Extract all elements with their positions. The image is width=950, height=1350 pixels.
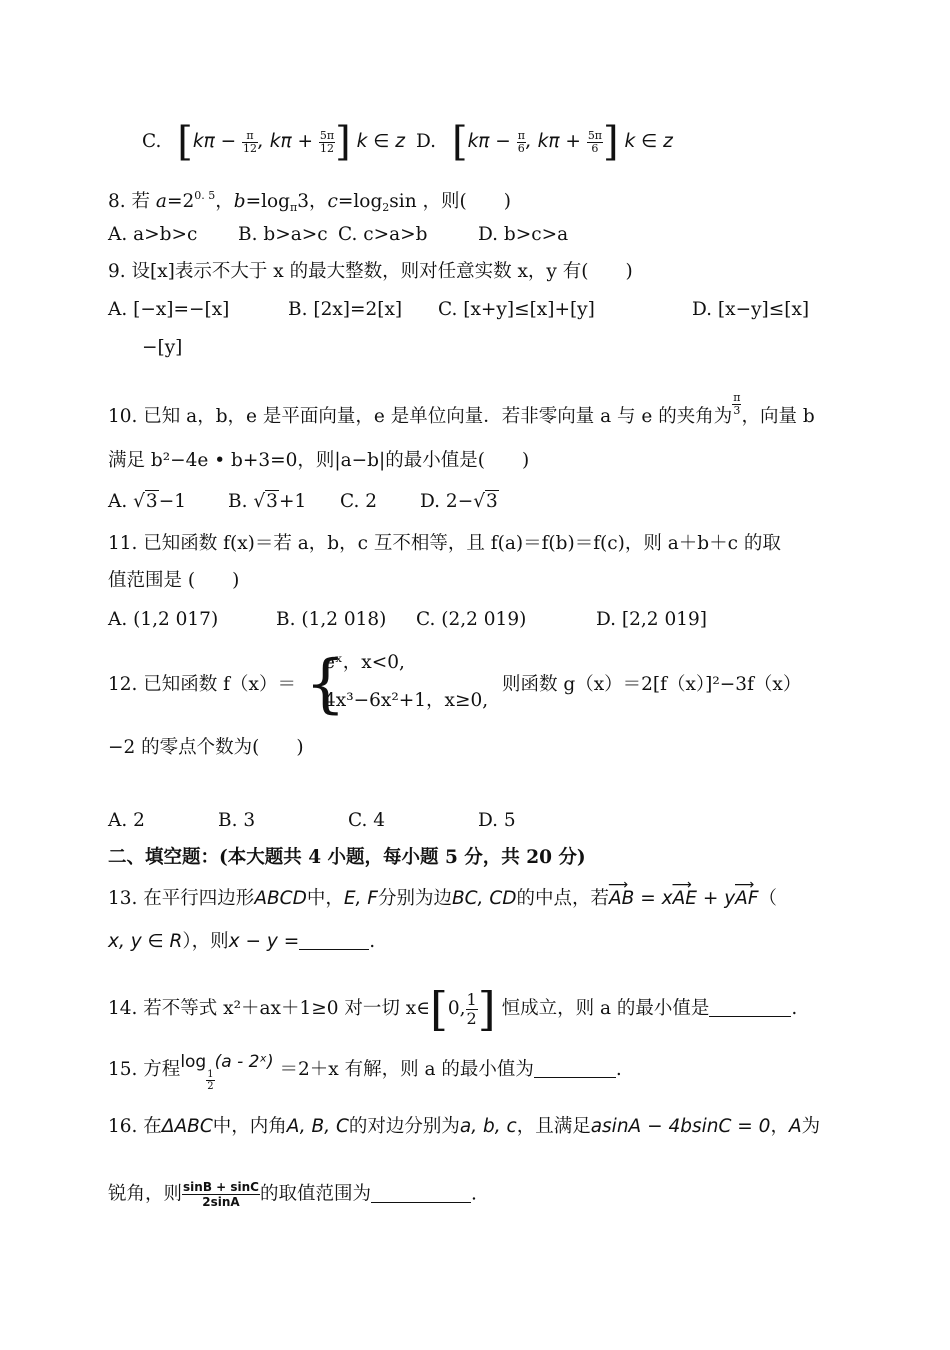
q10-option-b: B. √3+1 xyxy=(228,491,307,512)
q8-number: 8. 若 xyxy=(108,191,156,212)
frac-den: 2 xyxy=(207,1081,214,1092)
q16-line2-pre: 锐角，则 xyxy=(108,1183,183,1205)
opt-label: D. 2− xyxy=(420,491,474,512)
q8-val3: 3， xyxy=(297,191,328,212)
q10-stem-line2: 满足 b²−4e • b+3=0，则|a−b|的最小值是( ) xyxy=(108,450,530,471)
right-bracket: ] xyxy=(603,119,619,165)
q7-d-label: D. xyxy=(416,131,437,152)
q15-arg: (a - 2ˣ) xyxy=(214,1052,274,1072)
q10-option-c: C. 2 xyxy=(340,491,378,512)
q12-options xyxy=(108,808,516,834)
q11-options xyxy=(108,607,707,633)
q8-option-a: A. a>b>c xyxy=(108,224,198,245)
opt-rest: −1 xyxy=(158,491,186,512)
q8-log-base-pi: π xyxy=(290,201,298,214)
q11-option-a: A. (1,2 017) xyxy=(108,609,219,630)
frac-num: 5π xyxy=(587,128,603,142)
q9-option-b: B. [2x]=2[x] xyxy=(288,299,403,320)
q8-eq1: =2 xyxy=(166,191,195,212)
vector-ae: ⟶ AE xyxy=(673,886,697,912)
q12-stem-post: 则函数 g（x）＝2[f（x）]²−3f（x） xyxy=(502,674,802,695)
opt-label: A. xyxy=(108,491,134,512)
left-bracket: [ xyxy=(177,119,193,165)
answer-blank[interactable] xyxy=(709,998,791,1017)
piecewise-brace: { xyxy=(305,647,346,721)
answer-blank[interactable] xyxy=(299,931,369,950)
q10-option-a: A. √3−1 xyxy=(108,491,186,512)
radicand: 3 xyxy=(486,491,498,512)
frac-num: 5π xyxy=(319,128,335,142)
q10-options xyxy=(108,489,498,515)
frac-den: 12 xyxy=(243,141,258,155)
right-bracket: ] xyxy=(335,119,351,165)
frac-num: π xyxy=(733,391,741,404)
q13-mid1: 中， xyxy=(306,888,344,909)
q16-sides: a, b, c xyxy=(459,1116,517,1137)
q9-option-d-cont: −[y] xyxy=(142,337,183,358)
right-bracket: ] xyxy=(477,982,496,1036)
q12-stem-pre: 12. 已知函数 f（x）＝ xyxy=(108,674,296,695)
q13-mid3: 的中点，若 xyxy=(516,888,610,909)
q9-options xyxy=(108,297,848,323)
frac-den: 3 xyxy=(733,404,741,417)
q13-pre: 13. 在平行四边形 xyxy=(108,888,255,909)
q16-pre: 16. 在 xyxy=(108,1116,162,1137)
q16-line2-post: 的取值范围为 xyxy=(259,1183,371,1205)
frac-den: 2 xyxy=(466,1008,477,1028)
q8-option-c: C. c>a>b xyxy=(338,224,428,245)
frac-den: 6 xyxy=(517,141,525,155)
q7-d-mid: , kπ + xyxy=(525,131,581,152)
q11-option-b: B. (1,2 018) xyxy=(276,609,387,630)
q7-d-tail: k ∈ z xyxy=(624,131,673,152)
q11-option-c: C. (2,2 019) xyxy=(416,609,527,630)
q7-c-label: C. xyxy=(142,131,162,152)
q7-c-frac2 xyxy=(319,130,335,155)
q7-c-left: kπ − xyxy=(192,131,237,152)
q16-mid1: 中，内角 xyxy=(212,1116,287,1137)
q8-sep: ， xyxy=(215,191,234,212)
q13-expr: x − y = xyxy=(228,931,300,952)
q12-stem-line2: −2 的零点个数为( ) xyxy=(108,737,304,758)
q12-option-d: D. 5 xyxy=(478,810,516,831)
frac-den: 12 xyxy=(320,141,335,155)
q15-log-base xyxy=(206,1069,214,1092)
opt-rest: +1 xyxy=(278,491,307,512)
q13-eq-plus: + y xyxy=(696,888,736,909)
q7-d-frac2 xyxy=(587,130,603,155)
q7-d-left: kπ − xyxy=(467,131,511,152)
q13-bccd: BC, CD xyxy=(451,888,517,909)
q8-option-b: B. b>a>c xyxy=(238,224,328,245)
q8-options xyxy=(108,222,569,248)
q16-mid5: 为 xyxy=(801,1116,821,1137)
answer-blank[interactable] xyxy=(534,1059,616,1078)
q16-triangle: ΔABC xyxy=(161,1116,213,1137)
q15-post: ＝2＋x 有解，则 a 的最小值为 xyxy=(279,1059,534,1080)
q16-angles: A, B, C xyxy=(286,1116,349,1137)
q8-eq2: =log xyxy=(245,191,290,212)
q13-line2-mid: ），则 xyxy=(182,931,229,952)
radicand: 3 xyxy=(145,491,158,512)
q15-pre: 15. 方程 xyxy=(108,1059,181,1080)
var-c: c xyxy=(327,191,338,212)
q14-line xyxy=(108,982,798,1036)
var-b: b xyxy=(233,191,246,212)
q13-line2 xyxy=(108,929,375,955)
q12-case2: 4x³−6x²+1，x≥0, xyxy=(324,690,489,711)
q16-condition: asinA − 4bsinC = 0 xyxy=(590,1116,771,1137)
q15-log: log xyxy=(180,1052,207,1072)
answer-blank[interactable] xyxy=(371,1184,471,1203)
q7-c-tail: k ∈ z xyxy=(356,131,405,152)
q13-mid2: 分别为边 xyxy=(377,888,452,909)
frac-den: 6 xyxy=(591,141,599,155)
q12-option-c: C. 4 xyxy=(348,810,386,831)
radicand: 3 xyxy=(266,491,278,512)
q11-stem-line1: 11. 已知函数 f(x)＝若 a，b，c 互不相等，且 f(a)＝f(b)＝f(c)，则 a＋b＋c 的取 xyxy=(108,533,781,554)
var-a: a xyxy=(155,191,167,212)
q10-stem1: 10. 已知 a，b，e 是平面向量，e 是单位向量．若非零向量 a 与 e 的夹角为 xyxy=(108,406,733,427)
q7-c-mid: , kπ + xyxy=(258,131,314,152)
q16-line1 xyxy=(108,1114,820,1140)
q7-d-frac1 xyxy=(517,130,526,155)
q16-line2 xyxy=(108,1180,477,1209)
q14-end: . xyxy=(791,998,798,1019)
q9-option-c: C. [x+y]≤[x]+[y] xyxy=(438,299,595,320)
q16-mid2: 的对边分别为 xyxy=(348,1116,460,1137)
q12-option-b: B. 3 xyxy=(218,810,256,831)
q10-option-d: D. 2−√3 xyxy=(420,491,498,512)
q7-option-c xyxy=(142,119,405,165)
q8-option-d: D. b>c>a xyxy=(478,224,569,245)
frac-num: π xyxy=(517,128,525,142)
q13-abcd: ABCD xyxy=(254,888,307,909)
left-bracket: [ xyxy=(451,119,468,165)
q15-end: . xyxy=(615,1059,622,1080)
q8-eq3: =log xyxy=(337,191,383,212)
q12-option-a: A. 2 xyxy=(108,810,145,831)
q13-eq-mid: = x xyxy=(634,888,673,909)
opt-label: B. xyxy=(228,491,254,512)
q7-c-frac1 xyxy=(242,130,258,155)
q12-case1: eˣ，x<0, xyxy=(324,652,405,673)
q15-line xyxy=(108,1052,622,1092)
q13-end: . xyxy=(369,931,376,952)
vector-ab: ⟶ AB xyxy=(609,886,634,912)
q16-mid4: ， xyxy=(770,1116,789,1137)
q13-ef: E, F xyxy=(343,888,378,909)
frac-num: sinB + sinC xyxy=(183,1180,259,1194)
left-bracket: [ xyxy=(429,982,448,1036)
q13-line1 xyxy=(108,886,777,912)
q14-pre: 14. 若不等式 x²＋ax＋1≥0 对一切 x∈ xyxy=(108,998,430,1019)
q9-option-a: A. [−x]=−[x] xyxy=(108,299,230,320)
q16-mid3: ，且满足 xyxy=(516,1116,591,1137)
q16-angle-a: A xyxy=(788,1116,802,1137)
q13-paren: （ xyxy=(758,888,777,909)
q8-exponent: 0. 5 xyxy=(194,189,216,202)
frac-num: 1 xyxy=(207,1069,214,1080)
q14-half-frac xyxy=(466,991,478,1028)
section-title: 二、填空题：(本大题共 4 小题，每小题 5 分，共 20 分) xyxy=(108,847,586,868)
q8-tail: sin ，则( ) xyxy=(389,191,511,212)
frac-num: π xyxy=(242,130,258,143)
q13-domain: x, y ∈ R xyxy=(108,931,183,952)
q11-stem-line2: 值范围是 ( ) xyxy=(108,570,240,591)
q7-option-d xyxy=(416,119,673,165)
frac-num: 1 xyxy=(466,989,477,1009)
q8-log-base-2: 2 xyxy=(382,201,390,214)
q10-stem1-tail: ，向量 b xyxy=(741,406,815,427)
q16-ratio-frac xyxy=(182,1180,260,1209)
q14-post: 恒成立，则 a 的最小值是 xyxy=(501,998,710,1019)
vector-af: ⟶ AF xyxy=(735,886,758,912)
q9-stem: 9. 设[x]表示不大于 x 的最大整数，则对任意实数 x，y 有( ) xyxy=(108,261,633,282)
q14-interval-left: 0, xyxy=(447,998,466,1019)
q10-stem-line1 xyxy=(108,392,815,430)
q8-stem xyxy=(108,183,511,221)
q16-end: . xyxy=(471,1183,477,1205)
frac-den: 2sinA xyxy=(202,1195,240,1209)
q11-option-d: D. [2,2 019] xyxy=(596,609,707,630)
q9-option-d: D. [x−y]≤[x] xyxy=(692,299,810,320)
